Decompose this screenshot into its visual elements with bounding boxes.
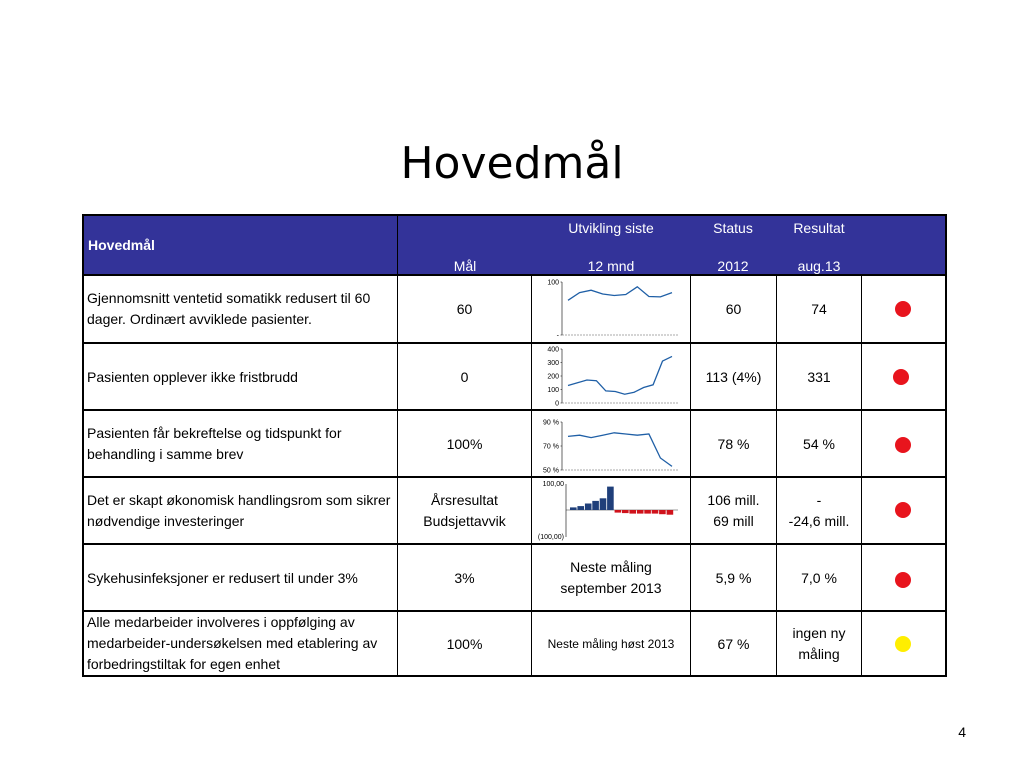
status-indicator-row-2 <box>893 369 909 385</box>
bar <box>622 510 629 513</box>
bar <box>607 487 614 510</box>
table-row-6-status: 67 % <box>717 635 750 652</box>
series-line <box>568 287 672 301</box>
trend-sparkline-wait-time <box>532 276 690 340</box>
table-row-6-goal: Alle medarbeider involveres i oppfølging av medarbeider-undersøkelsen med etablering av forbedringstiltak for egen enhet <box>87 614 378 672</box>
header-trend-2: 12 mnd <box>587 258 635 274</box>
page-number: 4 <box>958 724 966 740</box>
table-row-4-result <box>777 478 861 543</box>
bar <box>659 510 666 514</box>
status-indicator-row-6 <box>895 636 911 652</box>
table-row-2-goal: Pasienten opplever ikke fristbrudd <box>87 368 298 385</box>
table-row-4-target <box>398 478 531 543</box>
status-line-2: 69 mill <box>713 512 754 529</box>
status-line-1: 106 mill. <box>707 491 760 508</box>
bar <box>644 510 651 514</box>
tick-label: 300 <box>547 360 559 367</box>
table-row-5-result: 7,0 % <box>801 569 837 586</box>
table-row-5-target: 3% <box>454 569 475 586</box>
header-goal: Hovedmål <box>88 237 155 253</box>
table-row-4-goal: Det er skapt økonomisk handlingsrom som sikrer nødvendige investeringer <box>87 491 391 529</box>
tick-label: 400 <box>547 346 559 354</box>
trend-sparkline-confirmation <box>532 411 690 476</box>
table-row-2-status: 113 (4%) <box>705 368 762 385</box>
series-line <box>568 433 672 467</box>
header-target: Mål <box>453 258 477 274</box>
target-line-1: Årsresultat <box>431 491 498 508</box>
result-line-2: -24,6 mill. <box>788 512 850 529</box>
bar <box>585 504 592 511</box>
bar <box>600 498 607 510</box>
table-row-3-goal: Pasienten får bekreftelse og tidspunkt for behandling i samme brev <box>87 424 342 462</box>
bar <box>577 506 584 510</box>
table-row-2-result: 331 <box>807 368 831 385</box>
tick-label: 100,00 <box>542 481 564 488</box>
table-header <box>84 216 945 274</box>
status-indicator-row-5 <box>895 572 911 588</box>
table-row-3-result: 54 % <box>803 435 835 452</box>
bar <box>652 510 659 514</box>
bar <box>667 510 674 515</box>
header-result-1: Resultat <box>793 220 845 236</box>
table-row-3-status: 78 % <box>717 435 750 452</box>
bar <box>629 510 636 514</box>
table-row-5-goal: Sykehusinfeksjoner er redusert til under 3% <box>87 569 358 586</box>
table-row-5-status: 5,9 % <box>715 569 752 586</box>
status-indicator-row-4 <box>895 502 911 518</box>
table-row-1-target: 60 <box>456 301 473 317</box>
tick-label: (100,00) <box>537 534 564 541</box>
table-row-3-target: 100% <box>446 435 483 452</box>
series-line <box>568 356 672 394</box>
bar <box>615 510 622 513</box>
trend-sparkline-deadline-breach <box>532 343 690 409</box>
table-row-5-trend-text: Neste måling september 2013 <box>560 558 662 596</box>
bar <box>637 510 644 514</box>
tick-label: 70 % <box>543 443 559 451</box>
tick-label: 100 <box>547 279 559 287</box>
table-row-4-status <box>691 478 776 543</box>
table-row-1-result: 74 <box>811 301 827 317</box>
header-trend-1: Utvikling siste <box>568 220 654 236</box>
trend-bar-chart-budget <box>532 478 690 543</box>
header-result-2: aug.13 <box>797 258 841 274</box>
goals-table <box>82 214 947 677</box>
result-line-1: - <box>816 491 822 508</box>
table-row-2-target: 0 <box>460 368 469 385</box>
target-line-2: Budsjettavvik <box>423 512 506 529</box>
table-row-6-target: 100% <box>446 635 483 652</box>
table-row-6-result: ingen ny måling <box>792 624 846 662</box>
tick-label: 100 <box>547 387 559 394</box>
table-row-1-goal: Gjennomsnitt ventetid somatikk redusert til 60 dager. Ordinært avviklede pasienter. <box>87 290 371 327</box>
slide-title: Hovedmål <box>400 138 624 189</box>
tick-label: 0 <box>555 400 559 408</box>
tick-label: 200 <box>547 373 559 381</box>
tick-label: 90 % <box>543 419 559 427</box>
header-status-1: Status <box>713 220 753 236</box>
status-indicator-row-1 <box>895 301 911 317</box>
status-indicator-row-3 <box>895 437 911 453</box>
table-row-6-trend-text: Neste måling høst 2013 <box>547 636 675 651</box>
header-status-2: 2012 <box>717 258 749 274</box>
table-row-1-status: 60 <box>725 301 742 317</box>
tick-label: 50 % <box>543 467 559 475</box>
tick-label: - <box>556 332 559 340</box>
bar <box>592 501 599 510</box>
bar <box>570 507 577 510</box>
